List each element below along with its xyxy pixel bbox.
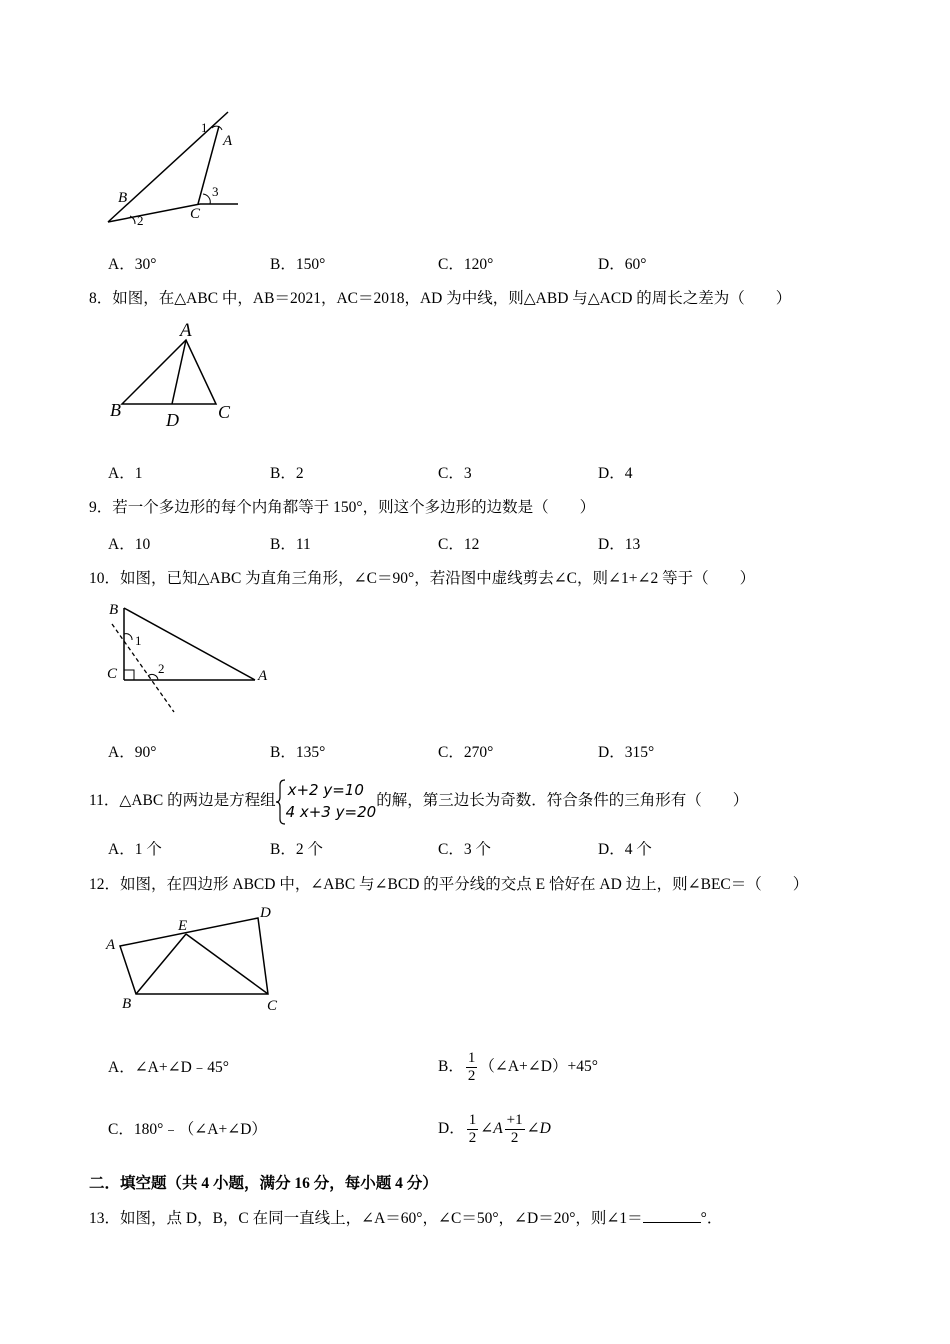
q7-option-c[interactable]: C．120° [438, 256, 494, 273]
label-d: D [260, 905, 271, 921]
cut-dashed-line [112, 624, 174, 712]
q7-figure [100, 108, 250, 233]
q10-question-text: 10．如图，已知△ABC 为直角三角形，∠C＝90°，若沿图中虚线剪去∠C，则∠1+∠2 等于（ ） [89, 570, 756, 587]
q10-figure [100, 596, 280, 718]
fraction-denominator: 2 [467, 1067, 476, 1084]
q12-option-b[interactable] [438, 1046, 598, 1088]
q12-figure [100, 900, 290, 1015]
q7-option-a[interactable]: A．30° [108, 256, 157, 273]
angle-1-arc [212, 126, 222, 130]
q10-option-c[interactable]: C．270° [438, 744, 494, 761]
q9-option-c[interactable]: C．12 [438, 536, 480, 553]
bisector-be [136, 934, 186, 994]
equation-system [276, 779, 377, 823]
right-angle-mark [124, 670, 134, 680]
q12-option-d[interactable] [438, 1108, 551, 1150]
q12-option-b-suffix: （∠A+∠D）+45° [479, 1058, 598, 1075]
bisector-ce [186, 934, 268, 994]
triangle-abc [122, 340, 216, 404]
label-c: C [218, 402, 231, 422]
label-1: 1 [135, 633, 142, 648]
q11-option-d[interactable]: D．4 个 [598, 841, 652, 858]
fraction-half-2 [505, 1112, 525, 1147]
q12-option-c[interactable]: C．180°﹣（∠A+∠D） [108, 1121, 267, 1138]
q11-suffix: 的解，第三边长为奇数．符合条件的三角形有（ ） [376, 792, 749, 809]
fraction-numerator: 1 [468, 1111, 477, 1128]
q8-option-a[interactable]: A．1 [108, 465, 143, 482]
q12-option-d-prefix: D． [438, 1120, 465, 1137]
fraction-numerator: +1 [506, 1111, 523, 1128]
angle-3-arc [203, 194, 210, 204]
q11-option-c[interactable]: C．3 个 [438, 841, 491, 858]
side-ba [124, 608, 255, 680]
q9-question-text: 9．若一个多边形的每个内角都等于 150°，则这个多边形的边数是（ ） [89, 499, 596, 516]
line-b-base [108, 204, 200, 222]
q7-option-d[interactable]: D．60° [598, 256, 647, 273]
angle-1-arc [124, 634, 132, 640]
label-d: D [166, 410, 179, 430]
q13-question-text: 13．如图，点 D，B，C 在同一直线上，∠A＝60°，∠C＝50°，∠D＝20°，则∠1＝ [89, 1210, 643, 1227]
q9-option-b[interactable]: B．11 [270, 536, 311, 553]
fraction-denominator: 2 [468, 1129, 477, 1146]
q12-option-a[interactable]: A．∠A+∠D﹣45° [108, 1059, 229, 1076]
fraction-half [466, 1050, 478, 1085]
brace-icon [276, 779, 286, 825]
q12-question-text: 12．如图，在四边形 ABCD 中，∠ABC 与∠BCD 的平分线的交点 E 恰好在 AD 边上，则∠BEC＝（ ） [89, 876, 809, 893]
q12-option-d-mid: ∠A [480, 1120, 503, 1137]
q10-option-b[interactable]: B．135° [270, 744, 326, 761]
q11-question [89, 776, 748, 826]
q7-option-b[interactable]: B．150° [270, 256, 326, 273]
answer-blank[interactable] [643, 1207, 701, 1223]
q9-option-a[interactable]: A．10 [108, 536, 151, 553]
label-b: B [122, 996, 132, 1012]
q12-option-b-prefix: B． [438, 1058, 464, 1075]
q11-prefix: 11．△ABC 的两边是方程组 [89, 792, 276, 809]
q12-option-d-suffix: ∠D [526, 1120, 551, 1137]
fraction-denominator: 2 [510, 1129, 519, 1146]
label-a: A [180, 320, 192, 341]
label-b: B [118, 190, 128, 206]
q10-option-d[interactable]: D．315° [598, 744, 655, 761]
label-b: B [109, 602, 119, 618]
q11-option-b[interactable]: B．2 个 [270, 841, 323, 858]
q11-option-a[interactable]: A．1 个 [108, 841, 162, 858]
median-ad [172, 340, 186, 404]
q8-option-d[interactable]: D．4 [598, 465, 633, 482]
quadrilateral-abcd [120, 918, 268, 994]
q8-option-b[interactable]: B．2 [270, 465, 304, 482]
q10-option-a[interactable]: A．90° [108, 744, 157, 761]
q13-question [89, 1207, 722, 1229]
label-a: A [223, 133, 233, 149]
label-c: C [267, 998, 278, 1014]
q8-option-c[interactable]: C．3 [438, 465, 472, 482]
label-3: 3 [212, 184, 219, 199]
q13-suffix: °． [700, 1210, 723, 1227]
label-e: E [178, 918, 188, 934]
q8-question-text: 8．如图，在△ABC 中，AB＝2021，AC＝2018，AD 为中线，则△ABD 与△ACD 的周长之差为（ ） [89, 290, 792, 307]
label-2: 2 [158, 661, 165, 676]
q8-figure [106, 318, 236, 430]
label-1: 1 [201, 120, 208, 135]
label-a: A [258, 668, 268, 684]
label-a: A [106, 937, 116, 953]
equation-2: 4 x+3 y=20 [285, 803, 377, 822]
section-2-title: 二．填空题（共 4 小题，满分 16 分，每小题 4 分） [89, 1175, 438, 1192]
equation-1: x+2 y=10 [287, 781, 364, 800]
label-c: C [107, 666, 118, 682]
fraction-half-1 [467, 1112, 479, 1147]
label-c: C [190, 206, 201, 222]
q9-option-d[interactable]: D．13 [598, 536, 641, 553]
fraction-numerator: 1 [467, 1049, 476, 1066]
label-b: B [110, 400, 121, 420]
label-2: 2 [137, 213, 144, 228]
